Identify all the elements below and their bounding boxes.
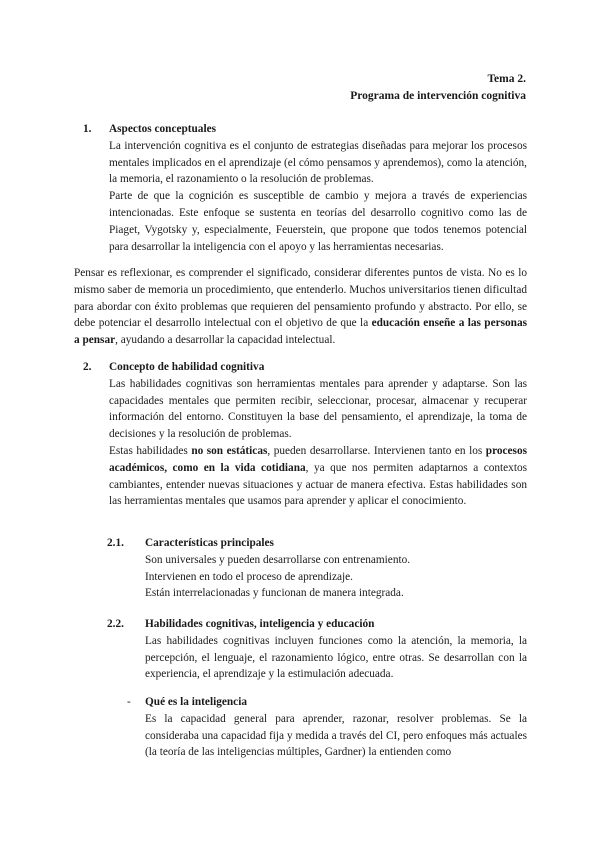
text: , pueden desarrollarse. Intervienen tanto en los [267,444,486,457]
bullet-marker: - [127,696,131,708]
subsection-title: Qué es la inteligencia [145,696,247,708]
section-1 [0,121,600,255]
section-2-1 [0,535,600,602]
list-item: Intervienen en todo el proceso de aprendizaje. [145,570,353,583]
paragraph: Parte de que la cognición es susceptible de cambio y mejora a través de experiencias intencionadas. Este enfoque se sustenta en teorías del desarrollo cognitivo como las de Piaget, Vygotsky y, especialmente, Feuerstein, que propone que todos tenemos potencial para desarrollar la inteligencia con el apoyo y las herramientas necesarias. [109,190,527,253]
document-title: Programa de intervención cognitiva [350,90,526,102]
section-number: 2.1. [107,537,124,549]
text: Pensar es reflexionar, es comprender el significado, considerar diferentes puntos de vista. No es lo mismo saber de memoria un procedimiento, que entenderlo. Muchos universitarios tienen dificultad para abordar con éxito problemas que requieren del pensamiento profundo y abstracto. Por ello, se debe potenciar el desarrollo intelectual con el objetivo de que la [74,267,527,330]
paragraph: Las habilidades cognitivas incluyen funciones como la atención, la memoria, la percepción, el lenguaje, el razonamiento lógico, entre otras. Se desarrollan con la experiencia, el aprendizaje y la estimulación adecuada. [145,634,527,681]
list-item: Están interrelacionadas y funcionan de manera integrada. [145,587,404,600]
paragraph: Las habilidades cognitivas son herramientas mentales para aprender y adaptarse. Son las capacidades mentales que permiten recibir, seleccionar, procesar, almacenar y recuperar información del entorno. Constituyen la base del pensamiento, el aprendizaje, la toma de decisiones y la resolución de problemas. [109,377,527,441]
paragraph: Es la capacidad general para aprender, razonar, resolver problemas. Se la consideraba una capacidad fija y medida a través del CI, pero enfoques más actuales (la teoría de las inteligencias múltiples, Gardner) la entienden como [145,712,527,759]
section-2 [0,359,600,510]
document-header [350,71,526,105]
section-title: Habilidades cognitivas, inteligencia y educación [145,618,375,630]
list-item: Son universales y pueden desarrollarse con entrenamiento. [145,553,411,566]
text: , ayudando a desarrollar la capacidad intelectual. [115,334,336,347]
section-title: Aspectos conceptuales [109,123,216,135]
section-number: 2.2. [107,618,124,630]
emphasis: no son estáticas [191,444,268,457]
topic-number: Tema 2. [487,73,526,85]
section-number: 2. [83,361,92,373]
section-title: Características principales [145,537,274,549]
intelligence-subsection [0,694,600,761]
paragraph: La intervención cognitiva es el conjunto de estrategias diseñadas para mejorar los procesos mentales implicados en el aprendizaje (el cómo pensamos y aprendemos), como la atención, la memoria, el razonamiento o la resolución de problemas. [109,139,527,186]
emphasis: educación enseñe a las personas a pensar [74,317,527,347]
paragraph [74,265,527,349]
emphasis: procesos académicos, como en la vida cotidiana [109,444,527,474]
text: Estas habilidades [109,444,192,457]
section-title: Concepto de habilidad cognitiva [109,361,265,373]
text: , ya que nos permiten adaptarnos a contextos cambiantes, entender nuevas situaciones y actuar de manera efectiva. Estas habilidades son las herramientas mentales que usamos para aprender y aplicar el conocimiento. [109,461,528,508]
section-number: 1. [83,123,92,135]
section-2-2 [0,616,600,683]
paragraph [109,443,527,510]
intro-paragraph-block [0,265,600,349]
